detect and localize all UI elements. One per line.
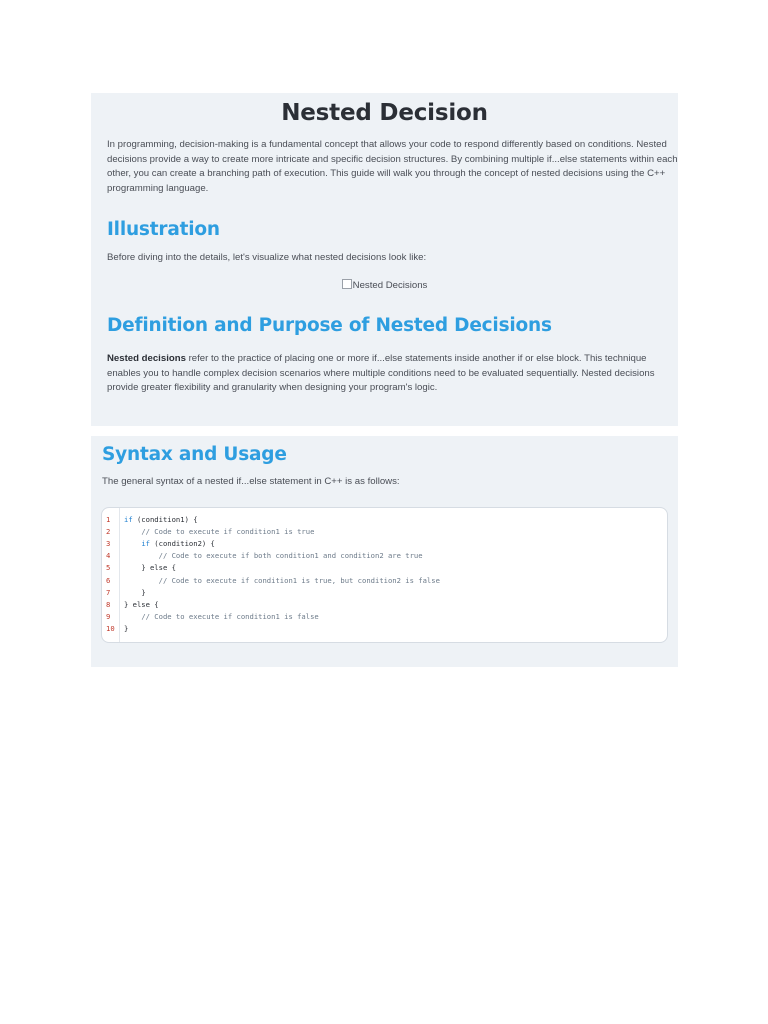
code-text	[124, 587, 146, 599]
code-line	[102, 550, 423, 562]
line-number: 6	[106, 575, 111, 585]
code-content: // Code to execute if condition1 is true, but condition2 is false	[158, 575, 440, 585]
definition-term: Nested decisions	[107, 352, 186, 364]
code-line	[102, 623, 129, 635]
code-content: (condition2) {	[149, 539, 215, 549]
illustration-paragraph: Before diving into the details, let's visualize what nested decisions look like:	[107, 252, 427, 264]
intro-paragraph: In programming, decision-making is a fundamental concept that allows your code to respond differently based on conditions. Nested decisions provide a way to create more intricate and specific decision structures. By combining multiple if...else statements within each other, you can create a branching path of execution. This guide will walk you through the concept of nested decisions using the C++ programming language.	[107, 139, 678, 194]
code-content: } else {	[124, 599, 159, 609]
code-content: // Code to execute if condition1 is false	[141, 611, 319, 621]
code-line	[102, 562, 176, 574]
code-block[interactable]	[101, 507, 668, 643]
line-number: 7	[106, 587, 111, 597]
line-number: 2	[106, 527, 111, 537]
line-number: 5	[106, 563, 111, 573]
definition-heading: Definition and Purpose of Nested Decisions	[107, 314, 552, 336]
line-number: 4	[106, 551, 111, 561]
code-text	[124, 550, 423, 562]
broken-image-icon	[342, 279, 352, 289]
code-content: } else {	[141, 563, 176, 573]
code-text	[124, 526, 314, 538]
line-number: 3	[106, 539, 111, 549]
line-number: 1	[106, 515, 111, 524]
code-content: }	[141, 587, 146, 597]
image-alt-text: Nested Decisions	[352, 279, 428, 291]
code-content: // Code to execute if both condition1 and condition2 are true	[158, 551, 423, 561]
code-text	[124, 599, 159, 611]
broken-image	[91, 279, 678, 293]
line-number: 10	[106, 623, 115, 633]
code-keyword: if	[141, 539, 150, 549]
syntax-heading: Syntax and Usage	[102, 444, 287, 465]
code-content: // Code to execute if condition1 is true	[141, 527, 315, 537]
code-keyword: if	[124, 515, 133, 524]
code-line	[102, 575, 440, 587]
code-text	[124, 611, 319, 623]
code-content: }	[124, 623, 129, 633]
illustration-heading: Illustration	[107, 219, 220, 241]
intro-card	[91, 93, 678, 426]
syntax-card	[91, 436, 678, 667]
code-text	[124, 562, 176, 574]
code-line	[102, 587, 146, 599]
definition-text: refer to the practice of placing one or more if...else statements inside another if or else block. This technique enables you to handle complex decision scenarios where multiple conditions need to be evaluated sequentially. Nested decisions provide greater flexibility and granularity when designing your program's logic.	[107, 352, 655, 394]
code-line	[102, 538, 215, 550]
definition-paragraph	[107, 352, 682, 396]
code-line	[102, 599, 159, 611]
code-text	[124, 514, 198, 526]
code-line	[102, 611, 319, 623]
code-text	[124, 623, 128, 635]
code-line	[102, 526, 315, 538]
code-text	[124, 538, 215, 550]
code-content: (condition1) {	[132, 515, 198, 524]
syntax-paragraph: The general syntax of a nested if...else statement in C++ is as follows:	[102, 476, 400, 487]
code-line	[102, 514, 198, 526]
code-text	[124, 575, 440, 587]
page-title: Nested Decision	[281, 100, 488, 126]
line-number: 9	[106, 611, 111, 621]
line-number: 8	[106, 599, 111, 609]
